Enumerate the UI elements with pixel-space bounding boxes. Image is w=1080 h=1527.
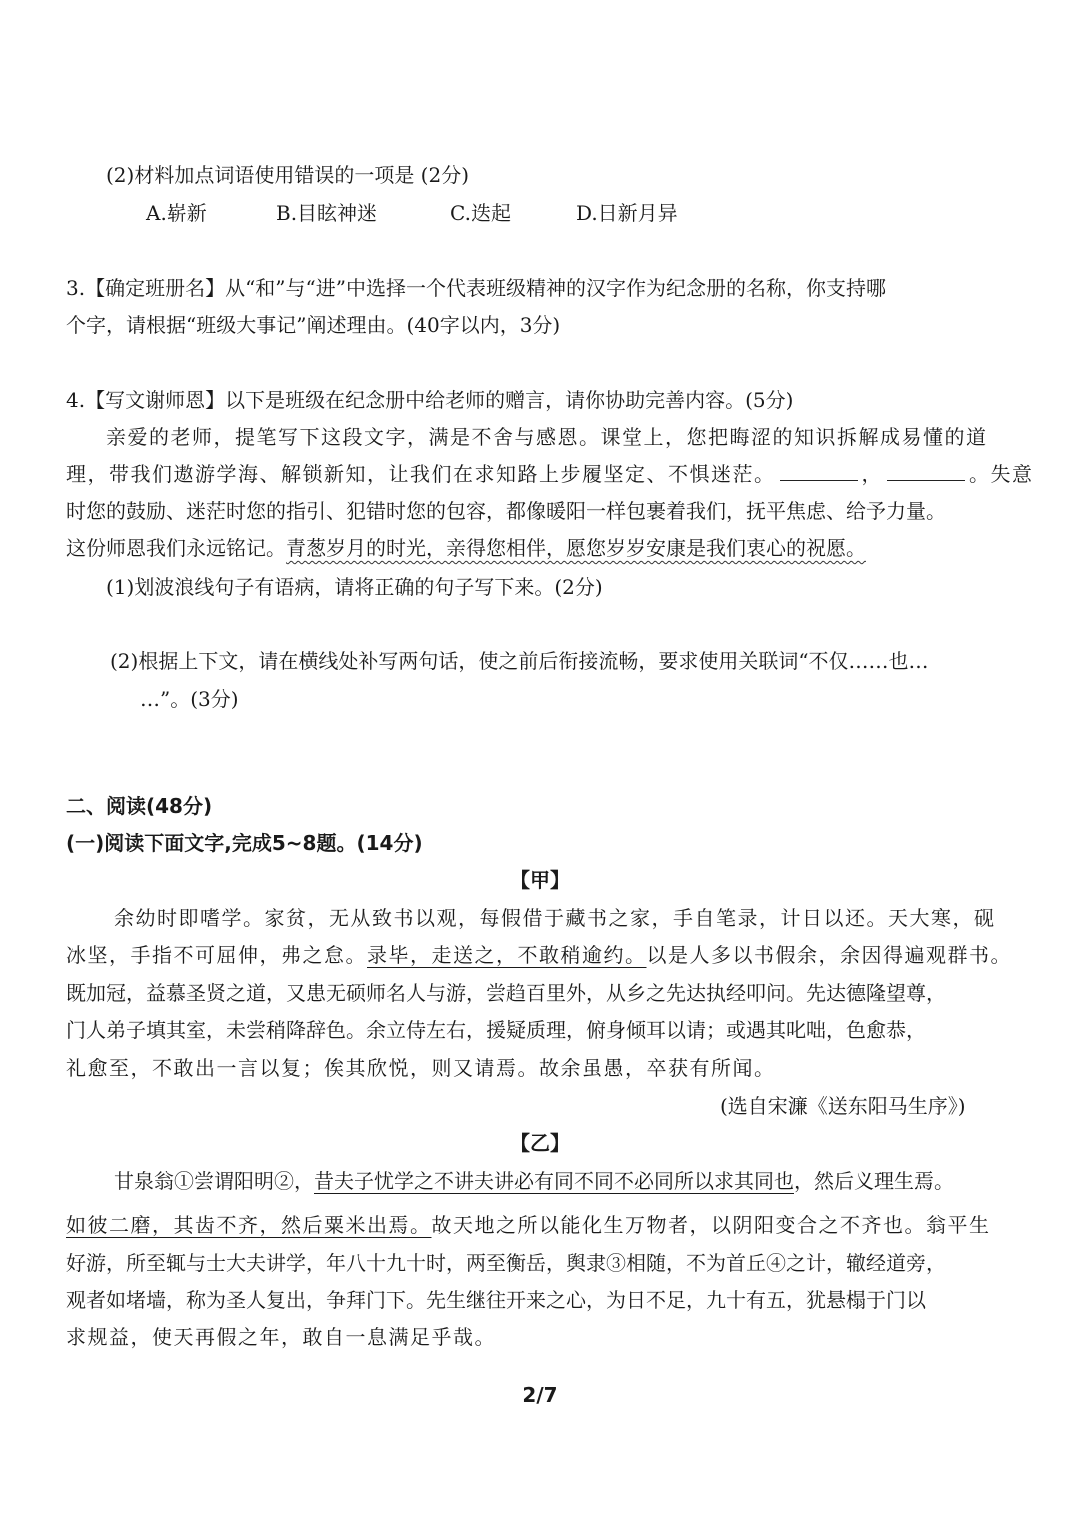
fill-blank-2[interactable] bbox=[887, 462, 965, 481]
underlined-sentence-yi-1: 昔夫子忧学之不讲夫讲必有同不同不必同所以求其同也 bbox=[314, 1169, 794, 1193]
q4-title: 4.【写文谢师恩】以下是班级在纪念册中给老师的赠言，请你协助完善内容。(5分) bbox=[66, 388, 794, 412]
comma: ， bbox=[861, 462, 883, 486]
option-d: D.日新月异 bbox=[576, 201, 678, 225]
yi-line-1-c: ，然后义理生焉。 bbox=[794, 1169, 954, 1193]
jia-line-3: 既加冠，益慕圣贤之道，又患无硕师名人与游，尝趋百里外，从乡之先达执经叩问。先达德隆望尊， bbox=[66, 981, 946, 1005]
option-b: B.目眩神迷 bbox=[276, 201, 378, 225]
wavy-underlined-sentence: 青葱岁月的时光，亲得您相伴，愿您岁岁安康是我们衷心的祝愿。 bbox=[286, 536, 866, 560]
yi-line-2 bbox=[66, 1212, 991, 1238]
jia-source: (选自宋濂《送东阳马生序》) bbox=[720, 1094, 966, 1118]
q2-2-stem: (2)材料加点词语使用错误的一项是 (2分) bbox=[106, 163, 470, 187]
jia-line-2-c: 以是人多以书假余，余因得遍观群书。 bbox=[646, 943, 1012, 967]
passage-jia-label: 【甲】 bbox=[510, 868, 570, 892]
yi-line-1 bbox=[114, 1168, 954, 1194]
q4-passage-line-1: 亲爱的老师，提笔写下这段文字，满是不舍与感恩。课堂上，您把晦涩的知识拆解成易懂的道 bbox=[106, 425, 988, 449]
underlined-sentence-jia: 录毕，走送之，不敢稍逾约。 bbox=[367, 943, 647, 967]
page-number: 2/7 bbox=[522, 1383, 558, 1407]
fill-blank-1[interactable] bbox=[780, 462, 858, 481]
part-1-heading: (一)阅读下面文字,完成5~8题。(14分) bbox=[66, 831, 423, 855]
option-c: C.迭起 bbox=[450, 201, 511, 225]
q4-passage-line-2-end: 。失意 bbox=[969, 462, 1034, 486]
jia-line-2-a: 冰坚，手指不可屈伸，弗之怠。 bbox=[66, 943, 367, 967]
jia-line-2 bbox=[66, 942, 1012, 968]
yi-line-1-a: 甘泉翁①尝谓阳明②， bbox=[114, 1169, 314, 1193]
q4-passage-line-4-text: 这份师恩我们永远铭记。 bbox=[66, 536, 286, 560]
yi-line-2-b: 故天地之所以能化生万物者，以阴阳变合之不齐也。翁平生 bbox=[431, 1213, 991, 1237]
jia-line-5: 礼愈至，不敢出一言以复；俟其欣悦，则又请焉。故余虽愚，卒获有所闻。 bbox=[66, 1056, 776, 1080]
q4-sub-1: (1)划波浪线句子有语病，请将正确的句子写下来。(2分) bbox=[106, 575, 603, 599]
q3-line-2: 个字，请根据“班级大事记”阐述理由。(40字以内，3分) bbox=[66, 313, 561, 337]
q4-passage-line-4 bbox=[66, 535, 866, 561]
q3-line-1: 3.【确定班册名】从“和”与“进”中选择一个代表班级精神的汉字作为纪念册的名称，你支持哪 bbox=[66, 276, 886, 300]
q4-passage-line-3: 时您的鼓励、迷茫时您的指引、犯错时您的包容，都像暖阳一样包裹着我们，抚平焦虑、给予力量。 bbox=[66, 499, 946, 523]
underlined-sentence-yi-2: 如彼二磨，其齿不齐，然后粟米出焉。 bbox=[66, 1213, 432, 1237]
q4-sub-2-line-2: …”。(3分) bbox=[140, 687, 239, 711]
jia-line-1: 余幼时即嗜学。家贫，无从致书以观，每假借于藏书之家，手自笔录，计日以还。天大寒，砚 bbox=[114, 906, 996, 930]
q4-passage-line-2-text: 理，带我们遨游学海、解锁新知，让我们在求知路上步履坚定、不惧迷茫。 bbox=[66, 462, 776, 486]
option-a: A.崭新 bbox=[146, 201, 207, 225]
q4-passage-line-2 bbox=[66, 461, 1034, 487]
yi-line-5: 求规益，使天再假之年，敢自一息满足乎哉。 bbox=[66, 1325, 496, 1349]
jia-line-4: 门人弟子填其室，未尝稍降辞色。余立侍左右，援疑质理，俯身倾耳以请；或遇其叱咄，色愈恭， bbox=[66, 1018, 926, 1042]
section-heading: 二、阅读(48分) bbox=[66, 794, 213, 818]
q4-sub-2-line-1: (2)根据上下文，请在横线处补写两句话，使之前后衔接流畅，要求使用关联词“不仅……也… bbox=[110, 649, 929, 673]
passage-yi-label: 【乙】 bbox=[510, 1131, 570, 1155]
yi-line-3: 好游，所至辄与士大夫讲学，年八十九十时，两至衡岳，舆隶③相随，不为首丘④之计，辙经道旁， bbox=[66, 1251, 946, 1275]
yi-line-4: 观者如堵墙，称为圣人复出，争拜门下。先生继往开来之心，为日不足，九十有五，犹悬榻于门以 bbox=[66, 1288, 926, 1312]
